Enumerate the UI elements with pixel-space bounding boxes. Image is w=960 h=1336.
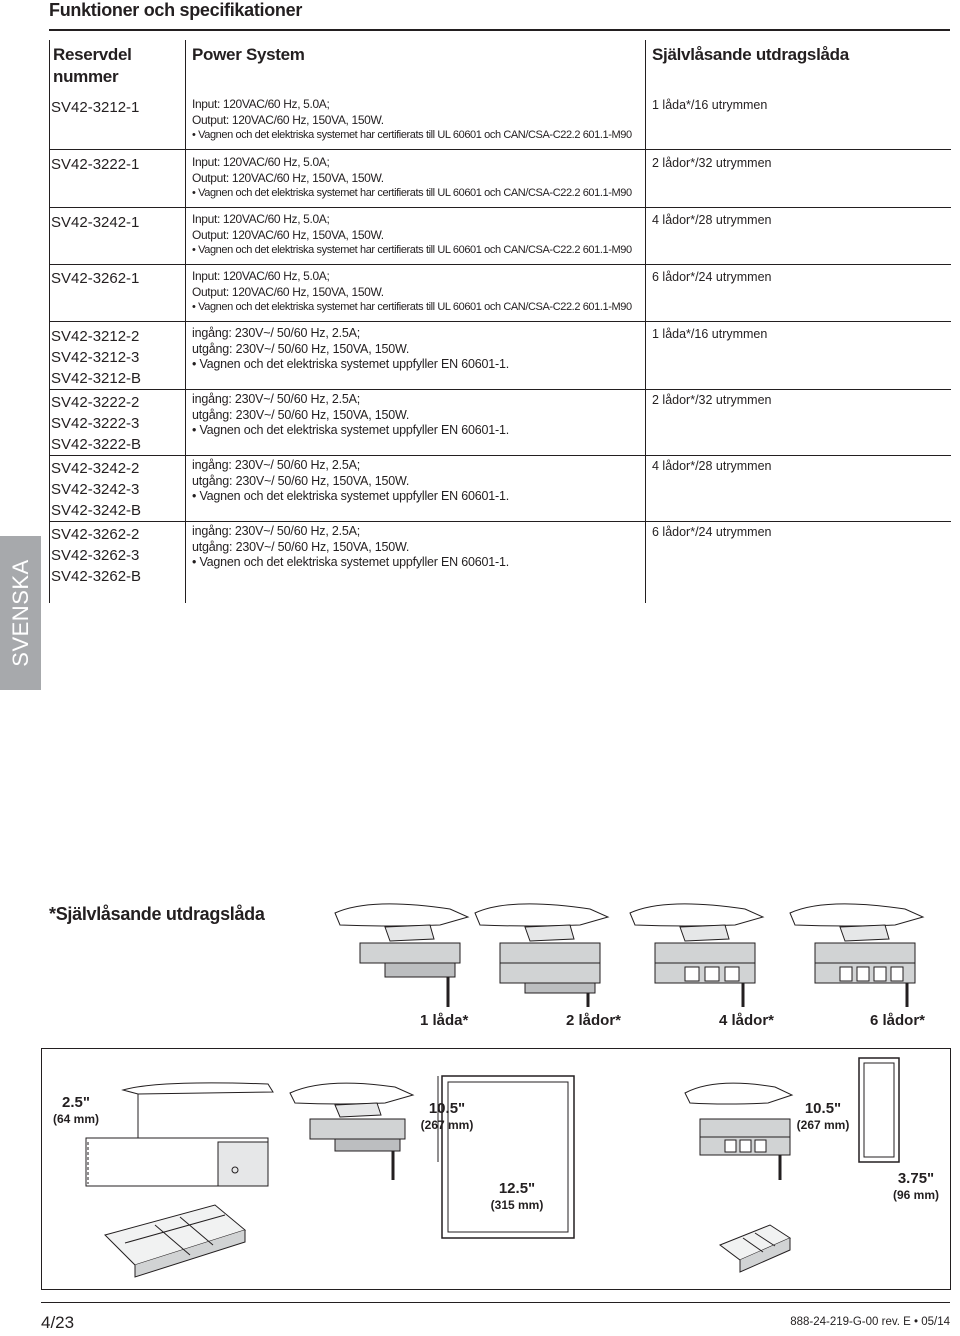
cart-label-one-drawer: 1 låda*: [420, 1012, 469, 1029]
power-input: ingång: 230V~/ 50/60 Hz, 2.5A;: [192, 392, 361, 406]
part-number: SV42-3222-B: [51, 436, 142, 453]
dimension-bin-width: 3.75" (96 mm): [892, 1170, 939, 1202]
language-tab: [0, 536, 41, 690]
power-input: Input: 120VAC/60 Hz, 5.0A;: [192, 155, 330, 169]
bin-top-view-illustration: [855, 1056, 905, 1166]
drawer-grid-top-view-illustration: [436, 1072, 581, 1242]
table-row-divider: [49, 389, 951, 390]
cart-four-drawers-illustration: [625, 895, 770, 1010]
cart-six-drawers-dim-illustration: [680, 1075, 800, 1185]
power-input: ingång: 230V~/ 50/60 Hz, 2.5A;: [192, 326, 361, 340]
cart-label-two-drawers: 2 lådor*: [566, 1012, 622, 1029]
cart-six-drawers-illustration: [785, 895, 935, 1010]
bin-insert-illustration: [715, 1220, 795, 1280]
page-number: 4/23: [41, 1313, 75, 1332]
power-output: utgång: 230V~/ 50/60 Hz, 150VA, 150W.: [192, 407, 410, 422]
table-row-divider: [49, 521, 951, 522]
dimension-drawer-height: 2.5" (64 mm): [52, 1094, 99, 1126]
page-title: Funktioner och specifikationer: [49, 0, 303, 20]
power-certification: • Vagnen och det elektriska systemet uppfyller EN 60601-1.: [192, 555, 510, 569]
dimension-cart-height: 10.5" (267 mm): [796, 1100, 850, 1132]
power-output: Output: 120VAC/60 Hz, 150VA, 150W.: [192, 227, 384, 242]
table-row-divider: [49, 149, 951, 150]
header-divider: [49, 29, 950, 31]
cart-label-six-drawers: 6 lådor*: [870, 1012, 926, 1029]
column-header-power: Power System: [192, 45, 305, 64]
power-certification: • Vagnen och det elektriska systemet har certifierats till UL 60601 och CAN/CSA-C22.2 601.1-M90: [192, 187, 632, 199]
power-certification: • Vagnen och det elektriska systemet har certifierats till UL 60601 och CAN/CSA-C22.2 601.1-M90: [192, 301, 632, 313]
power-input: ingång: 230V~/ 50/60 Hz, 2.5A;: [192, 524, 361, 538]
part-number: SV42-3242-B: [51, 502, 142, 519]
part-number: SV42-3222-1: [51, 156, 140, 173]
power-spec: [192, 392, 509, 439]
part-number-group: [51, 326, 141, 389]
part-number: SV42-3242-1: [51, 214, 140, 231]
cart-one-drawer-dim-illustration: [285, 1075, 425, 1185]
drawer-spec: 2 lådor*/32 utrymmen: [652, 393, 772, 407]
part-number: SV42-3222-3: [51, 415, 140, 432]
dimension-drawer-width: 12.5" (315 mm): [490, 1180, 544, 1212]
power-spec: [192, 326, 509, 373]
drawer-spec: 6 lådor*/24 utrymmen: [652, 525, 772, 539]
drawer-spec: 4 lådor*/28 utrymmen: [652, 459, 772, 473]
power-spec: [192, 97, 632, 144]
part-number: SV42-3242-2: [51, 460, 140, 477]
part-number: SV42-3262-3: [51, 547, 140, 564]
document-number: 888-24-219-G-00 rev. E • 05/14: [790, 1316, 950, 1328]
power-input: Input: 120VAC/60 Hz, 5.0A;: [192, 97, 330, 111]
drawer-spec: 6 lådor*/24 utrymmen: [652, 270, 772, 284]
table-row-divider: [49, 264, 951, 265]
power-certification: • Vagnen och det elektriska systemet uppfyller EN 60601-1.: [192, 357, 510, 371]
power-certification: • Vagnen och det elektriska systemet uppfyller EN 60601-1.: [192, 489, 510, 503]
part-number-group: [51, 524, 141, 587]
part-number: SV42-3222-2: [51, 394, 140, 411]
power-certification: • Vagnen och det elektriska systemet har certifierats till UL 60601 och CAN/CSA-C22.2 601.1-M90: [192, 129, 632, 141]
part-number: SV42-3212-2: [51, 328, 140, 345]
cart-two-drawers-illustration: [470, 895, 615, 1010]
part-number: SV42-3262-2: [51, 526, 140, 543]
column-header-part: Reservdel nummer: [53, 45, 132, 86]
part-number: SV42-3242-3: [51, 481, 140, 498]
power-output: Output: 120VAC/60 Hz, 150VA, 150W.: [192, 284, 384, 299]
power-spec: [192, 524, 509, 571]
drawer-insert-illustration: [95, 1195, 255, 1285]
power-output: utgång: 230V~/ 50/60 Hz, 150VA, 150W.: [192, 341, 410, 356]
drawer-spec: 1 låda*/16 utrymmen: [652, 327, 768, 341]
dimension-cart-height: 10.5" (267 mm): [420, 1100, 474, 1132]
cart-label-four-drawers: 4 lådor*: [719, 1012, 775, 1029]
language-tab-label: SVENSKA: [7, 559, 33, 667]
power-output: Output: 120VAC/60 Hz, 150VA, 150W.: [192, 112, 384, 127]
power-spec: [192, 458, 509, 505]
power-input: Input: 120VAC/60 Hz, 5.0A;: [192, 269, 330, 283]
part-number: SV42-3262-1: [51, 270, 140, 287]
part-number: SV42-3212-3: [51, 349, 140, 366]
power-input: Input: 120VAC/60 Hz, 5.0A;: [192, 212, 330, 226]
part-number: SV42-3212-1: [51, 99, 140, 116]
power-certification: • Vagnen och det elektriska systemet har certifierats till UL 60601 och CAN/CSA-C22.2 601.1-M90: [192, 244, 632, 256]
power-output: utgång: 230V~/ 50/60 Hz, 150VA, 150W.: [192, 539, 410, 554]
power-output: utgång: 230V~/ 50/60 Hz, 150VA, 150W.: [192, 473, 410, 488]
part-number-group: [51, 458, 141, 521]
drawer-spec: 2 lådor*/32 utrymmen: [652, 156, 772, 170]
power-certification: • Vagnen och det elektriska systemet uppfyller EN 60601-1.: [192, 423, 510, 437]
part-number-group: [51, 392, 141, 455]
part-number: SV42-3262-B: [51, 568, 142, 585]
table-row-divider: [49, 207, 951, 208]
cart-one-drawer-illustration: [330, 895, 475, 1010]
power-input: ingång: 230V~/ 50/60 Hz, 2.5A;: [192, 458, 361, 472]
part-number: SV42-3212-B: [51, 370, 142, 387]
drawers-section-title: *Självlåsande utdragslåda: [49, 904, 265, 924]
drawer-side-profile-illustration: [78, 1080, 278, 1190]
drawer-spec: 1 låda*/16 utrymmen: [652, 98, 768, 112]
power-spec: [192, 269, 632, 316]
power-output: Output: 120VAC/60 Hz, 150VA, 150W.: [192, 170, 384, 185]
power-spec: [192, 155, 632, 202]
table-row-divider: [49, 455, 951, 456]
table-row-divider: [49, 321, 951, 322]
column-header-drawer: Självlåsande utdragslåda: [652, 45, 849, 64]
drawer-spec: 4 lådor*/28 utrymmen: [652, 213, 772, 227]
power-spec: [192, 212, 632, 259]
footer-divider: [41, 1302, 950, 1303]
